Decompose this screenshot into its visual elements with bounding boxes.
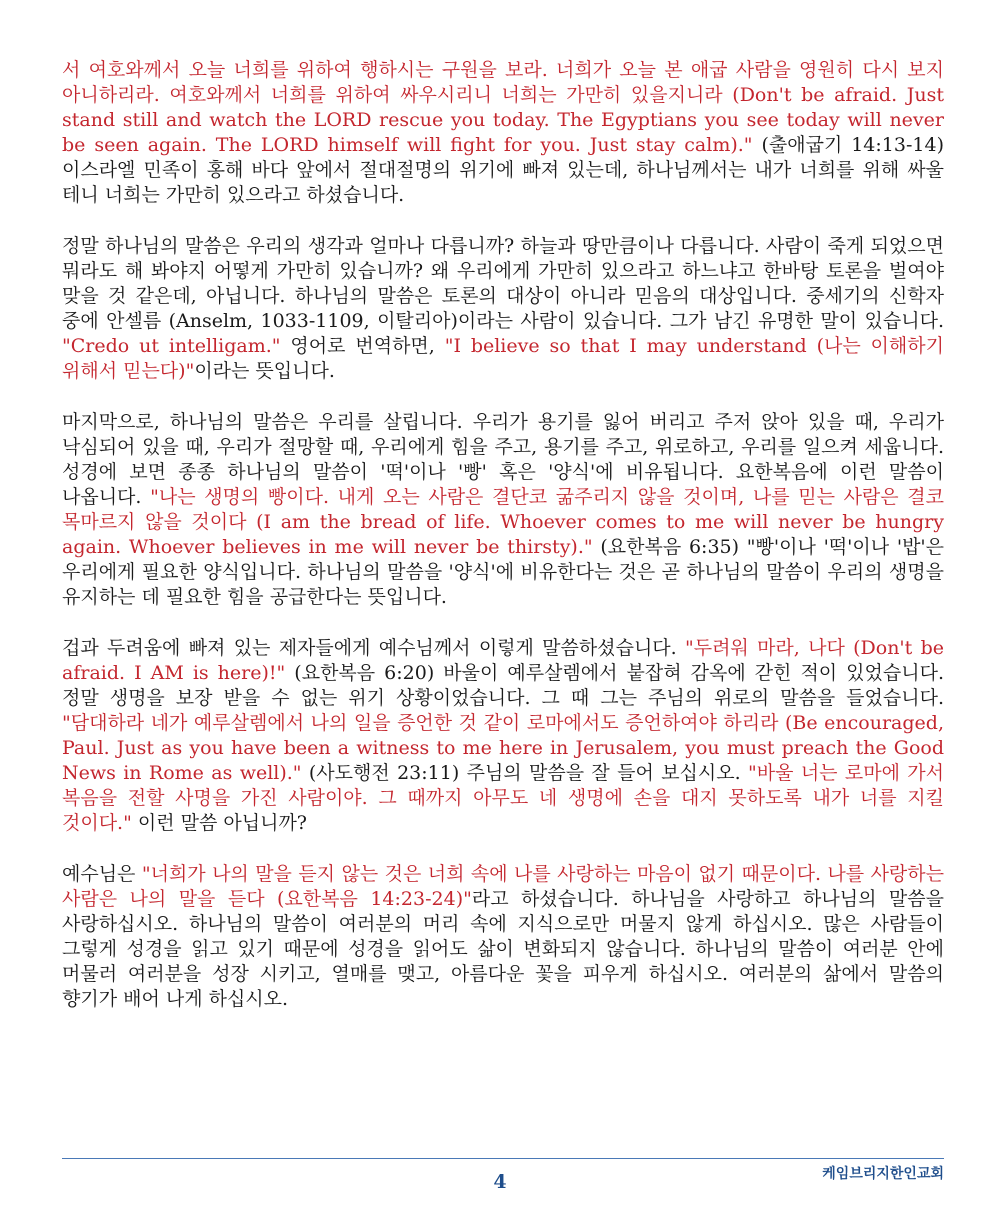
scripture-quote: "담대하라 네가 예루살렘에서 나의 일을 증언한 것 같이 로마에서도 증언하여야 하리라 (Be encouraged, Paul. Just as you have been a witness to me here in Jerusalem, you must preach the Good News in Rome as well)." (62, 712, 944, 784)
paragraph (62, 410, 944, 610)
church-name: 케임브리지한인교회 (822, 1166, 944, 1182)
body-text: 이라는 뜻입니다. (194, 360, 335, 382)
scripture-quote: "두려워 마라, 나다 (Don't be afraid. I AM is here)!" (62, 637, 944, 684)
body-text: 예수님은 (62, 863, 142, 885)
translation-quote: "I believe so that I may understand (나는 이해하기 위해서 믿는다)" (62, 335, 944, 382)
paragraph (62, 234, 944, 384)
body-text: 마지막으로, 하나님의 말씀은 우리를 살립니다. 우리가 용기를 잃어 버리고 주저 앉아 있을 때, 우리가 낙심되어 있을 때, 우리가 절망할 때, 우리에게 힘을 주고, 용기를 주고, 위로하고, 우리를 일으켜 세웁니다. 성경에 보면 종종 하나님의 말씀이 '떡'이나 '빵' 혹은 '양식'에 비유됩니다. 요한복음에 이런 말씀이 나옵니다. (62, 411, 944, 508)
paragraph (62, 58, 944, 208)
body-text: (요한복음 6:35) "빵'이나 '떡'이나 '밥'은 우리에게 필요한 양식입니다. 하나님의 말씀을 '양식'에 비유한다는 것은 곧 하나님의 말씀이 우리의 생명을 유지하는 데 필요한 힘을 공급한다는 뜻입니다. (62, 536, 944, 608)
body-text: 영어로 번역하면, (280, 335, 445, 357)
latin-quote: "Credo ut intelligam." (62, 335, 281, 357)
scripture-quote: "나는 생명의 빵이다. 내게 오는 사람은 결단코 굶주리지 않을 것이며, 나를 믿는 사람은 결코 목마르지 않을 것이다 (I am the bread of life. Whoever comes to me will never be hungry again. Whoever believes in me will never be thirsty)." (62, 486, 944, 558)
body-text: 정말 하나님의 말씀은 우리의 생각과 얼마나 다릅니까? 하늘과 땅만큼이나 다릅니다. 사람이 죽게 되었으면 뭐라도 해 봐야지 어떻게 가만히 있습니까? 왜 우리에게 가만히 있으라고 하느냐고 한바탕 토론을 벌여야 맞을 것 같은데, 아닙니다. 하나님의 말씀은 토론의 대상이 아니라 믿음의 대상입니다. 중세기의 신학자 중에 안셀름 (Anselm, 1033-1109, 이탈리아)이라는 사람이 있습니다. 그가 남긴 유명한 말이 있습니다. (62, 235, 944, 332)
body-text: (사도행전 23:11) 주님의 말씀을 잘 들어 보십시오. (301, 762, 749, 784)
body-text: 라고 하셨습니다. 하나님을 사랑하고 하나님의 말씀을 사랑하십시오. 하나님의 말씀이 여러분의 머리 속에 지식으로만 머물지 않게 하십시오. 많은 사람들이 그렇게 성경을 읽고 있기 때문에 성경을 읽어도 삶이 변화되지 않습니다. 하나님의 말씀이 여러분 안에 머물러 여러분을 성장 시키고, 열매를 맺고, 아름다운 꽃을 피우게 하십시오. 여러분의 삶에서 말씀의 향기가 배어 나게 하십시오. (62, 888, 944, 1010)
body-text: 겁과 두려움에 빠져 있는 제자들에게 예수님께서 이렇게 말씀하셨습니다. (62, 637, 685, 659)
paraphrase-quote: "바울 너는 로마에 가서 복음을 전할 사명을 가진 사람이야. 그 때까지 아무도 네 생명에 손을 대지 못하도록 내가 너를 지킬 것이다." (62, 762, 944, 834)
sermon-body (62, 58, 944, 1038)
body-text: 이런 말씀 아닙니까? (131, 812, 307, 834)
scripture-quote: "너희가 나의 말을 듣지 않는 것은 너희 속에 나를 사랑하는 마음이 없기 때문이다. 나를 사랑하는 사람은 나의 말을 듣다 (요한복음 14:23-24)" (62, 863, 944, 910)
body-text: (출애굽기 14:13-14) 이스라엘 민족이 홍해 바다 앞에서 절대절명의 위기에 빠져 있는데, 하나님께서는 내가 너희를 위해 싸울 테니 너희는 가만히 있으라고 하셨습니다. (62, 134, 944, 206)
paragraph (62, 862, 944, 1012)
scripture-quote: 서 여호와께서 오늘 너희를 위하여 행하시는 구원을 보라. 너희가 오늘 본 애굽 사람을 영원히 다시 보지 아니하리라. 여호와께서 너희를 위하여 싸우시리니 너희는 가만히 있을지니라 (Don't be afraid. Just stand still and watch the LORD rescue you today. The Egyptians you see today will never be seen again. The LORD himself will fight for you. Just stay calm)." (62, 59, 944, 156)
paragraph (62, 636, 944, 836)
page-number: 4 (493, 1171, 507, 1193)
body-text: (요한복음 6:20) 바울이 예루살렘에서 붙잡혀 감옥에 갇힌 적이 있었습니다. 정말 생명을 보장 받을 수 없는 위기 상황이었습니다. 그 때 그는 주님의 위로의 말씀을 들었습니다. (62, 662, 944, 709)
footer-divider (62, 1158, 944, 1159)
